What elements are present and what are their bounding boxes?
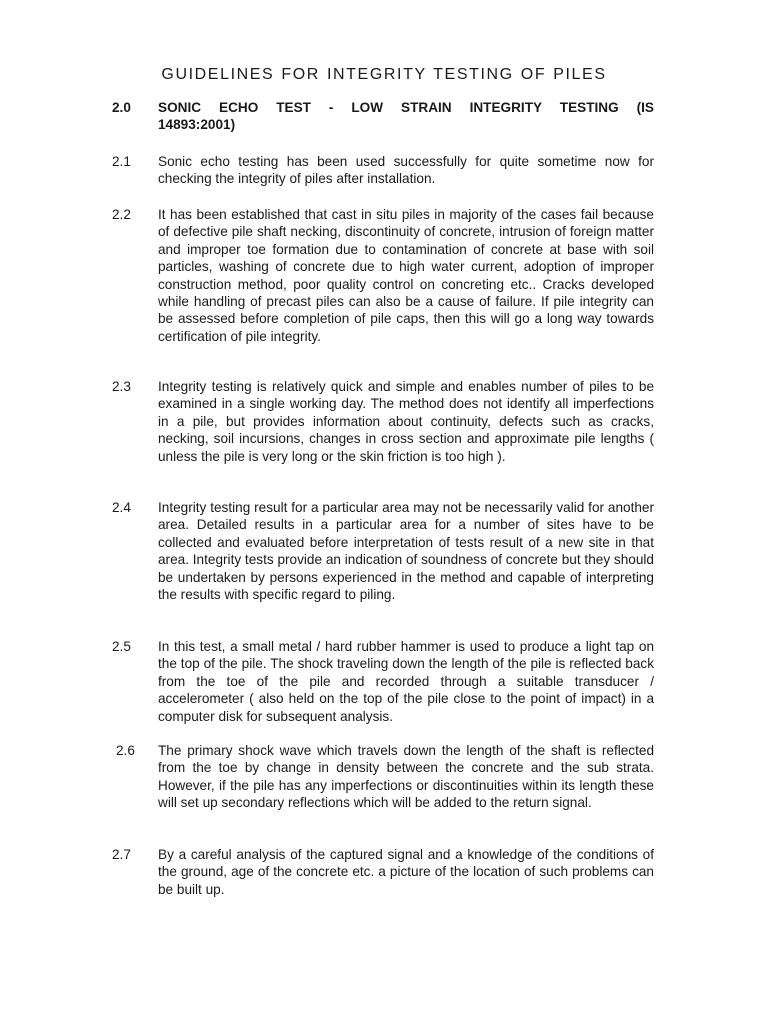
- section-paragraph: Integrity testing is relatively quick and simple and enables number of piles to be examined in a single working day. The method does not identify all imperfections in a pile, but provides information about continuity, defects such as cracks, necking, soil incursions, changes in cross section and approximate pile lengths ( unless the pile is very long or the skin friction is too high ).: [158, 379, 654, 464]
- section-paragraph: It has been established that cast in situ piles in majority of the cases fail because of defective pile shaft necking, discontinuity of concrete, intrusion of foreign matter and improper toe formation due to contamination of concrete at base with soil particles, washing of concrete due to high water current, adoption of improper construction method, poor quality control on concreting etc.. Cracks developed while handling of precast piles can also be a cause of failure. If pile integrity can be assessed before completion of pile caps, then this will go a long way towards certification of pile integrity.: [158, 207, 654, 344]
- section-paragraph: By a careful analysis of the captured signal and a knowledge of the conditions of the ground, age of the concrete etc. a picture of the location of such problems can be built up.: [158, 847, 654, 897]
- section-paragraph: Integrity testing result for a particular area may not be necessarily valid for another area. Detailed results in a particular area for a number of sites have to be collected and evaluated before interpretation of tests result of a new site in that area. Integrity tests provide an indication of soundness of concrete but they should be undertaken by persons experienced in the method and capable of interpreting the results with specific regard to piling.: [158, 500, 654, 603]
- section-heading-2-0: [112, 99, 654, 134]
- section-paragraph: Sonic echo testing has been used successfully for quite sometime now for checking the integrity of piles after installation.: [158, 154, 654, 187]
- section-number: 2.6: [116, 743, 135, 758]
- section-2-4: [112, 499, 654, 603]
- section-number: 2.1: [112, 154, 131, 169]
- section-number: 2.7: [112, 847, 131, 862]
- section-2-2: [112, 206, 654, 345]
- section-paragraph: In this test, a small metal / hard rubber hammer is used to produce a light tap on the top of the pile. The shock traveling down the length of the pile is reflected back from the toe of the pile and recorded through a suitable transducer / accelerometer ( also held on the top of the pile close to the point of impact) in a computer disk for subsequent analysis.: [158, 639, 654, 724]
- section-number: 2.3: [112, 379, 131, 394]
- section-number: 2.5: [112, 639, 131, 654]
- section-number: 2.0: [112, 100, 131, 115]
- section-2-5: [112, 638, 654, 725]
- section-2-1: [112, 153, 654, 188]
- section-2-6: [112, 742, 654, 812]
- section-2-7: [112, 846, 654, 898]
- section-paragraph: The primary shock wave which travels down the length of the shaft is reflected from the toe by change in density between the concrete and the sub strata. However, if the pile has any imperfections or discontinuities within its length these will set up secondary reflections which will be added to the return signal.: [158, 743, 654, 811]
- section-number: 2.2: [112, 207, 131, 222]
- section-2-3: [112, 378, 654, 465]
- section-heading-text: SONIC ECHO TEST - LOW STRAIN INTEGRITY TESTING (IS 14893:2001): [158, 100, 654, 133]
- document-title: GUIDELINES FOR INTEGRITY TESTING OF PILES: [161, 66, 607, 83]
- section-number: 2.4: [112, 500, 131, 515]
